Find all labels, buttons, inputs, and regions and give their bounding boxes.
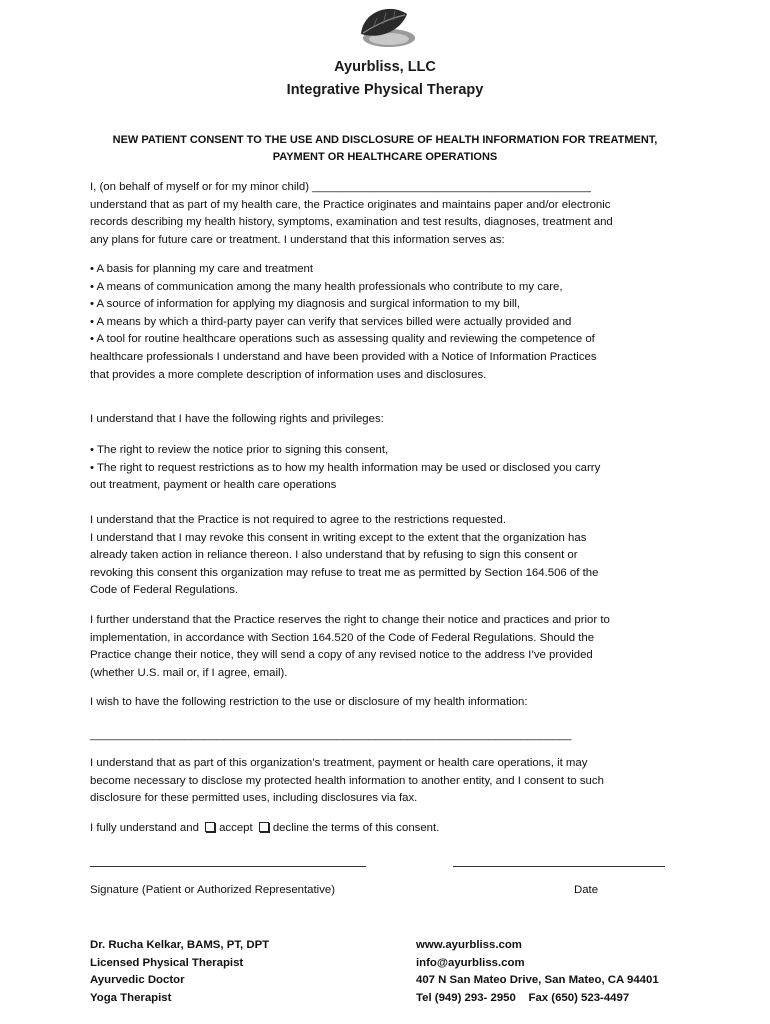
accept-label: accept bbox=[219, 822, 253, 834]
decline-checkbox[interactable] bbox=[259, 822, 269, 832]
email-link[interactable]: info@ayurbliss.com bbox=[416, 956, 525, 969]
footer-left bbox=[90, 937, 269, 1007]
form-heading-line1: NEW PATIENT CONSENT TO THE USE AND DISCLOSURE OF HEALTH INFORMATION FOR TREATMENT, bbox=[112, 134, 658, 146]
restriction-line[interactable]: ____________________________________________________________________________ bbox=[90, 729, 572, 741]
form-heading-line2: PAYMENT OR HEALTHCARE OPERATIONS bbox=[272, 151, 498, 163]
notice-paragraph: I further understand that the Practice reserves the right to change their notice and practices and prior to implementation, in accordance with Section 164.520 of the Code of Federal Regulations. Should the Practice change their notice, they will send a copy of any revised notice to the address I’ve provided (whether U.S. mail or, if I agree, email). bbox=[90, 614, 610, 679]
practitioner-name: Dr. Rucha Kelkar, BAMS, PT, DPT bbox=[90, 939, 270, 951]
form-heading bbox=[60, 132, 710, 166]
rights-list: • The right to review the notice prior to signing this consent, • The right to request restrictions as to how my health information may be used or disclosed you carry out treatment, payment or health care operations bbox=[90, 444, 601, 492]
date-line[interactable] bbox=[453, 866, 665, 867]
leaf-logo-icon bbox=[353, 4, 419, 50]
signature-line[interactable] bbox=[90, 866, 366, 867]
decline-label: decline the terms of this consent. bbox=[272, 822, 440, 834]
practice-paragraph: I understand that the Practice is not required to agree to the restrictions requested. I understand that I may revoke this consent in writing except to the extent that the organization has already taken action in reliance thereon. I also understand that by refusing to sign this consent or revoking this consent this organization may refuse to treat me as permitted by Section 164.506 of the Code of Federal Regulations. bbox=[90, 514, 599, 597]
company-name: Ayurbliss, LLC bbox=[334, 59, 436, 75]
address: 407 N San Mateo Drive, San Mateo, CA 94401 bbox=[416, 974, 659, 987]
intro-paragraph: I, (on behalf of myself or for my minor child) ____________________________________________ understand that as part of my health care, the Practice originates and maintains paper and/or electronic records describing my health history, symptoms, examination and test results, diagnoses, treatment and any plans for future care or treatment. I understand that this information serves as: bbox=[90, 181, 613, 246]
practitioner-title-3: Yoga Therapist bbox=[90, 991, 172, 1004]
rights-intro: I understand that I have the following rights and privileges: bbox=[90, 413, 384, 425]
date-label: Date bbox=[574, 884, 599, 896]
accept-checkbox[interactable] bbox=[205, 822, 215, 832]
understand-label: I fully understand and bbox=[90, 822, 199, 834]
signature-label: Signature (Patient or Authorized Representative) bbox=[90, 884, 336, 896]
uses-list: • A basis for planning my care and treatment • A means of communication among the many health professionals who contribute to my care, • A source of information for applying my diagnosis and surgical information to my bill, • A means by which a third-party payer can verify that services billed were actually provided and • A tool for routine healthcare operations such as assessing quality and reviewing the competence of healthcare professionals I understand and have been provided with a Notice of Information Practices that provides a more complete description of information uses and disclosures. bbox=[90, 263, 597, 381]
footer-right bbox=[416, 937, 659, 1007]
company-subtitle: Integrative Physical Therapy bbox=[286, 82, 484, 98]
disclosure-paragraph: I understand that as part of this organization’s treatment, payment or health care operations, it may become necessary to disclose my protected health information to another entity, and I consent to such disclosure for these permitted uses, including disclosures via fax. bbox=[90, 757, 604, 805]
restriction-prompt: I wish to have the following restriction to the use or disclosure of my health information: bbox=[90, 696, 528, 708]
practitioner-title-2: Ayurvedic Doctor bbox=[90, 974, 185, 987]
practitioner-title-1: Licensed Physical Therapist bbox=[90, 956, 244, 969]
website-link[interactable]: www.ayurbliss.com bbox=[416, 939, 522, 951]
consent-choice bbox=[90, 820, 439, 838]
phone-fax: Tel (949) 293- 2950 Fax (650) 523-4497 bbox=[416, 991, 630, 1004]
